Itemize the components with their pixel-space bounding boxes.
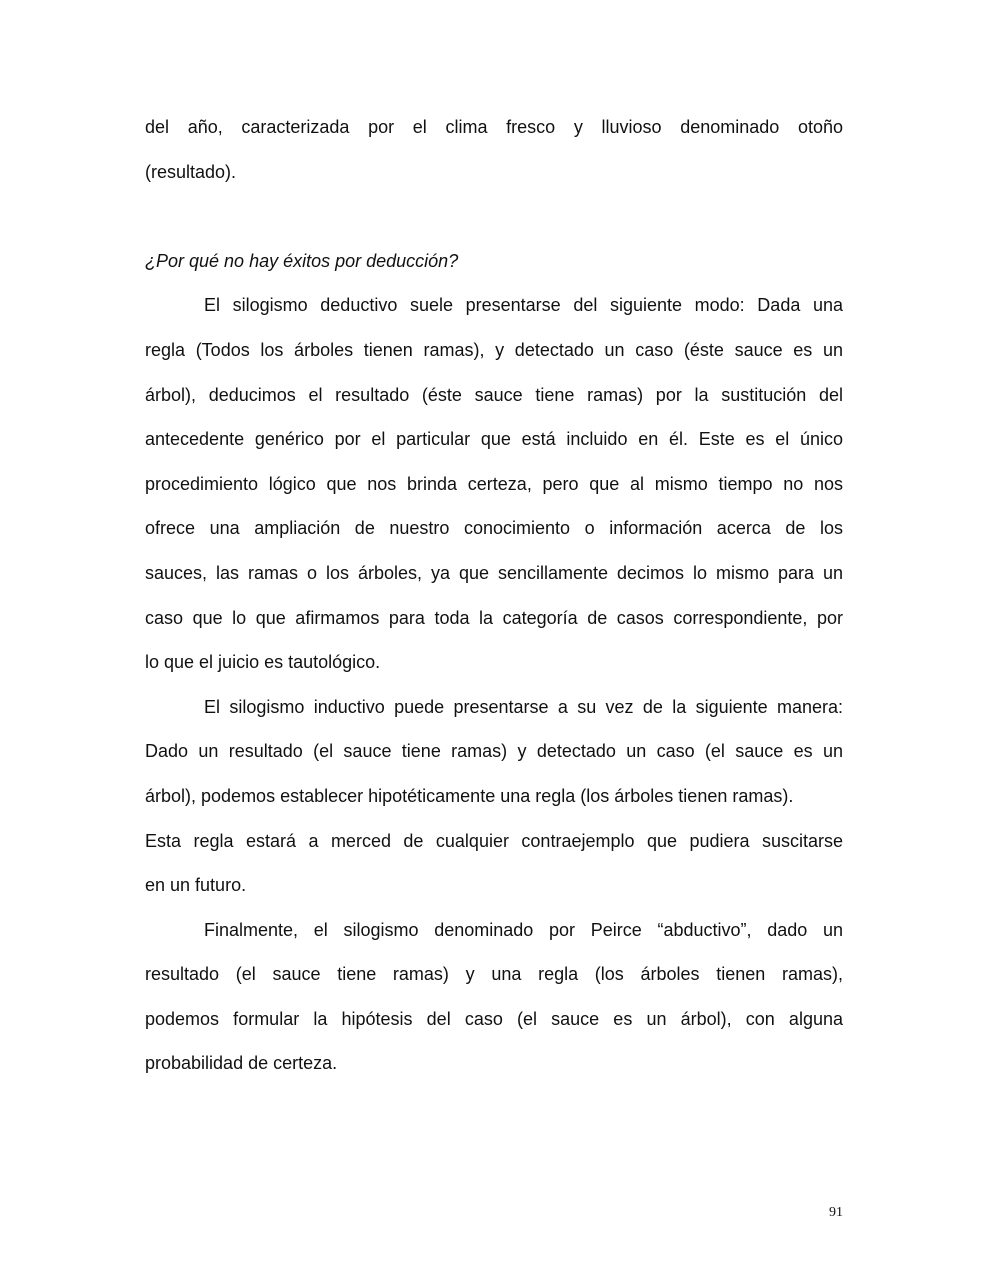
page-body	[145, 112, 843, 1093]
paragraph-line: ofrece una ampliación de nuestro conocimiento o información acerca de los	[145, 518, 843, 539]
paragraph-line: árbol), deducimos el resultado (éste sauce tiene ramas) por la sustitución del	[145, 384, 843, 405]
paragraph-line: El silogismo deductivo suele presentarse del siguiente modo: Dada una	[204, 295, 843, 316]
paragraph-line: caso que lo que afirmamos para toda la categoría de casos correspondiente, por	[145, 607, 843, 628]
paragraph-line: antecedente genérico por el particular que está incluido en él. Este es el único	[145, 429, 843, 450]
section-heading: ¿Por qué no hay éxitos por deducción?	[145, 250, 459, 271]
spacer	[145, 201, 843, 246]
paragraph-line: árbol), podemos establecer hipotéticamente una regla (los árboles tienen ramas).	[145, 785, 794, 806]
paragraph-line: El silogismo inductivo puede presentarse a su vez de la siguiente manera:	[204, 696, 843, 717]
paragraph-line: sauces, las ramas o los árboles, ya que sencillamente decimos lo mismo para un	[145, 562, 843, 583]
page-number: 91	[829, 1205, 843, 1220]
text-line: (resultado).	[145, 161, 237, 182]
paragraph-line: Dado un resultado (el sauce tiene ramas) y detectado un caso (el sauce es un	[145, 741, 843, 762]
paragraph-line: lo que el juicio es tautológico.	[145, 652, 381, 673]
paragraph-line: probabilidad de certeza.	[145, 1053, 338, 1074]
paragraph-line: resultado (el sauce tiene ramas) y una regla (los árboles tienen ramas),	[145, 964, 843, 985]
paragraph-line: podemos formular la hipótesis del caso (el sauce es un árbol), con alguna	[145, 1008, 843, 1029]
paragraph-line: Finalmente, el silogismo denominado por Peirce “abductivo”, dado un	[204, 919, 843, 940]
paragraph-line: regla (Todos los árboles tienen ramas), y detectado un caso (éste sauce es un	[145, 339, 843, 360]
paragraph-line: Esta regla estará a merced de cualquier contraejemplo que pudiera suscitarse	[145, 830, 843, 851]
text-line: del año, caracterizada por el clima fresco y lluvioso denominado otoño	[145, 117, 843, 137]
paragraph-line: en un futuro.	[145, 875, 247, 896]
paragraph-line: procedimiento lógico que nos brinda certeza, pero que al mismo tiempo no nos	[145, 473, 843, 494]
